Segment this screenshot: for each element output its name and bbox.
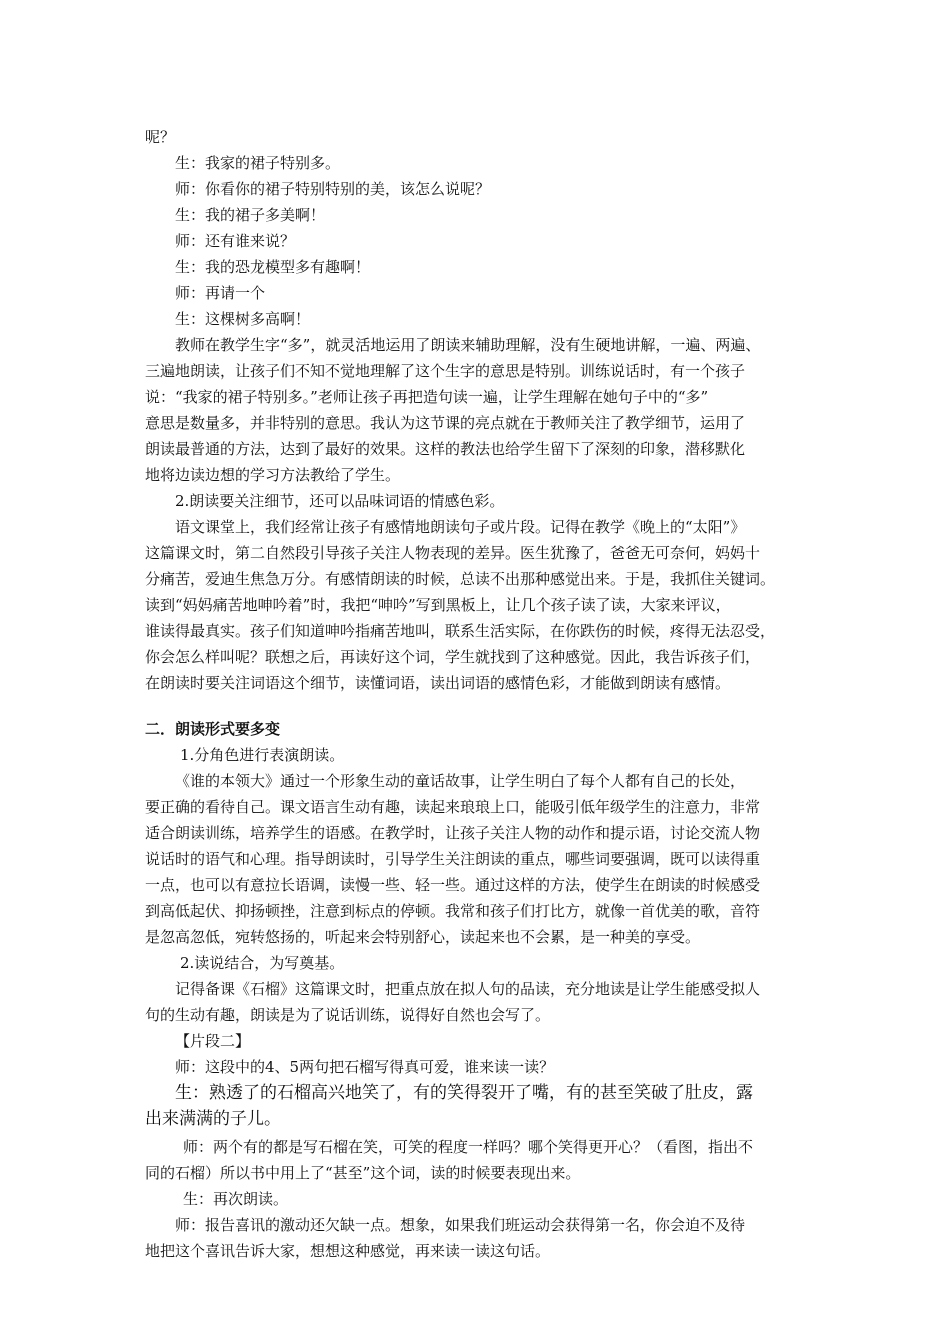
paragraph-line: 要正确的看待自己。课文语言生动有趣，读起来琅琅上口，能吸引低年级学生的注意力，非常 — [145, 798, 761, 816]
dialogue-line: 生：我的恐龙模型多有趣啊！ — [175, 258, 371, 276]
paragraph-line: 说：“我家的裙子特别多。”老师让孩子再把造句读一遍，让学生理解在她句子中的“多” — [145, 388, 709, 406]
section-heading: 二．朗读形式要多变 — [145, 720, 281, 738]
dialogue-line: 师：两个有的都是写石榴在笑，可笑的程度一样吗？哪个笑得更开心？（看图，指出不 — [183, 1138, 754, 1156]
dialogue-line: 师：你看你的裙子特别特别的美，该怎么说呢？ — [175, 180, 491, 198]
dialogue-line: 生：我的裙子多美啊！ — [175, 206, 326, 224]
paragraph-line: 教师在教学生字“多”，就灵活地运用了朗读来辅助理解，没有生硬地讲解，一遍、两遍、 — [175, 336, 761, 354]
dialogue-line: 生：这棵树多高啊！ — [175, 310, 311, 328]
dialogue-line: 出来满满的子儿。 — [145, 1109, 281, 1129]
text-line: 呢？ — [145, 128, 176, 146]
dialogue-line: 师：再请一个 — [175, 284, 266, 302]
paragraph-line: 分痛苦，爱迪生焦急万分。有感情朗读的时候，总读不出那种感觉出来。于是，我抓住关键词。 — [145, 570, 776, 588]
paragraph-line: 是忽高忽低，宛转悠扬的，听起来会特别舒心，读起来也不会累，是一种美的享受。 — [145, 928, 701, 946]
paragraph-line: 在朗读时要关注词语这个细节，读懂词语，读出词语的感情色彩，才能做到朗读有感情。 — [145, 674, 731, 692]
paragraph-line: 谁读得最真实。孩子们知道呻吟指痛苦地叫，联系生活实际，在你跌伤的时候，疼得无法忍受， — [145, 622, 776, 640]
paragraph-line: 朗读最普通的方法，达到了最好的效果。这样的教法也给学生留下了深刻的印象，潜移默化 — [145, 440, 746, 458]
subheading: 1.分角色进行表演朗读。 — [180, 746, 345, 764]
paragraph-line: 地将边读边想的学习方法教给了学生。 — [145, 466, 401, 484]
dialogue-line: 师：报告喜讯的激动还欠缺一点。想象，如果我们班运动会获得第一名，你会迫不及待 — [175, 1216, 746, 1234]
paragraph-line: 记得备课《石榴》这篇课文时，把重点放在拟人句的品读，充分地读是让学生能感受拟人 — [175, 980, 761, 998]
paragraph-line: 句的生动有趣，朗读是为了说话训练，说得好自然也会写了。 — [145, 1006, 551, 1024]
dialogue-line: 生：熟透了的石榴高兴地笑了，有的笑得裂开了嘴，有的甚至笑破了肚皮，露 — [175, 1083, 753, 1103]
paragraph-line: 意思是数量多，并非特别的意思。我认为这节课的亮点就在于教师关注了教学细节，运用了 — [145, 414, 746, 432]
subheading: 2.读说结合，为写奠基。 — [180, 954, 345, 972]
dialogue-line: 生：我家的裙子特别多。 — [175, 154, 341, 172]
dialogue-line: 同的石榴）所以书中用上了“甚至”这个词，读的时候要表现出来。 — [145, 1164, 581, 1182]
paragraph-line: 说话时的语气和心理。指导朗读时，引导学生关注朗读的重点，哪些词要强调，既可以读得重 — [145, 850, 761, 868]
paragraph-line: 语文课堂上，我们经常让孩子有感情地朗读句子或片段。记得在教学《晚上的“太阳”》 — [175, 518, 746, 536]
paragraph-line: 三遍地朗读，让孩子们不知不觉地理解了这个生字的意思是特别。训练说话时，有一个孩子 — [145, 362, 746, 380]
paragraph-line: 读到“妈妈痛苦地呻吟着”时，我把“呻吟”写到黑板上，让几个孩子读了读，大家来评议， — [145, 596, 731, 614]
dialogue-line: 师：这段中的4、5两句把石榴写得真可爱，谁来读一读？ — [175, 1058, 555, 1076]
subheading: 2.朗读要关注细节，还可以品味词语的情感色彩。 — [175, 492, 505, 510]
paragraph-line: 这篇课文时，第二自然段引导孩子关注人物表现的差异。医生犹豫了，爸爸无可奈何，妈妈十 — [145, 544, 761, 562]
paragraph-line: 一点，也可以有意拉长语调，读慢一些、轻一些。通过这样的方法，使学生在朗读的时候感受 — [145, 876, 761, 894]
paragraph-line: 到高低起伏、抑扬顿挫，注意到标点的停顿。我常和孩子们打比方，就像一首优美的歌，音符 — [145, 902, 761, 920]
paragraph-line: 你会怎么样叫呢？联想之后，再读好这个词，学生就找到了这种感觉。因此，我告诉孩子们， — [145, 648, 761, 666]
dialogue-line: 生：再次朗读。 — [183, 1190, 289, 1208]
paragraph-line: 《谁的本领大》通过一个形象生动的童话故事，让学生明白了每个人都有自己的长处， — [175, 772, 746, 790]
fragment-label: 【片段二】 — [175, 1032, 251, 1050]
dialogue-line: 师：还有谁来说？ — [175, 232, 296, 250]
paragraph-line: 适合朗读训练，培养学生的语感。在教学时，让孩子关注人物的动作和提示语，讨论交流人物 — [145, 824, 761, 842]
dialogue-line: 地把这个喜讯告诉大家，想想这种感觉，再来读一读这句话。 — [145, 1242, 551, 1260]
